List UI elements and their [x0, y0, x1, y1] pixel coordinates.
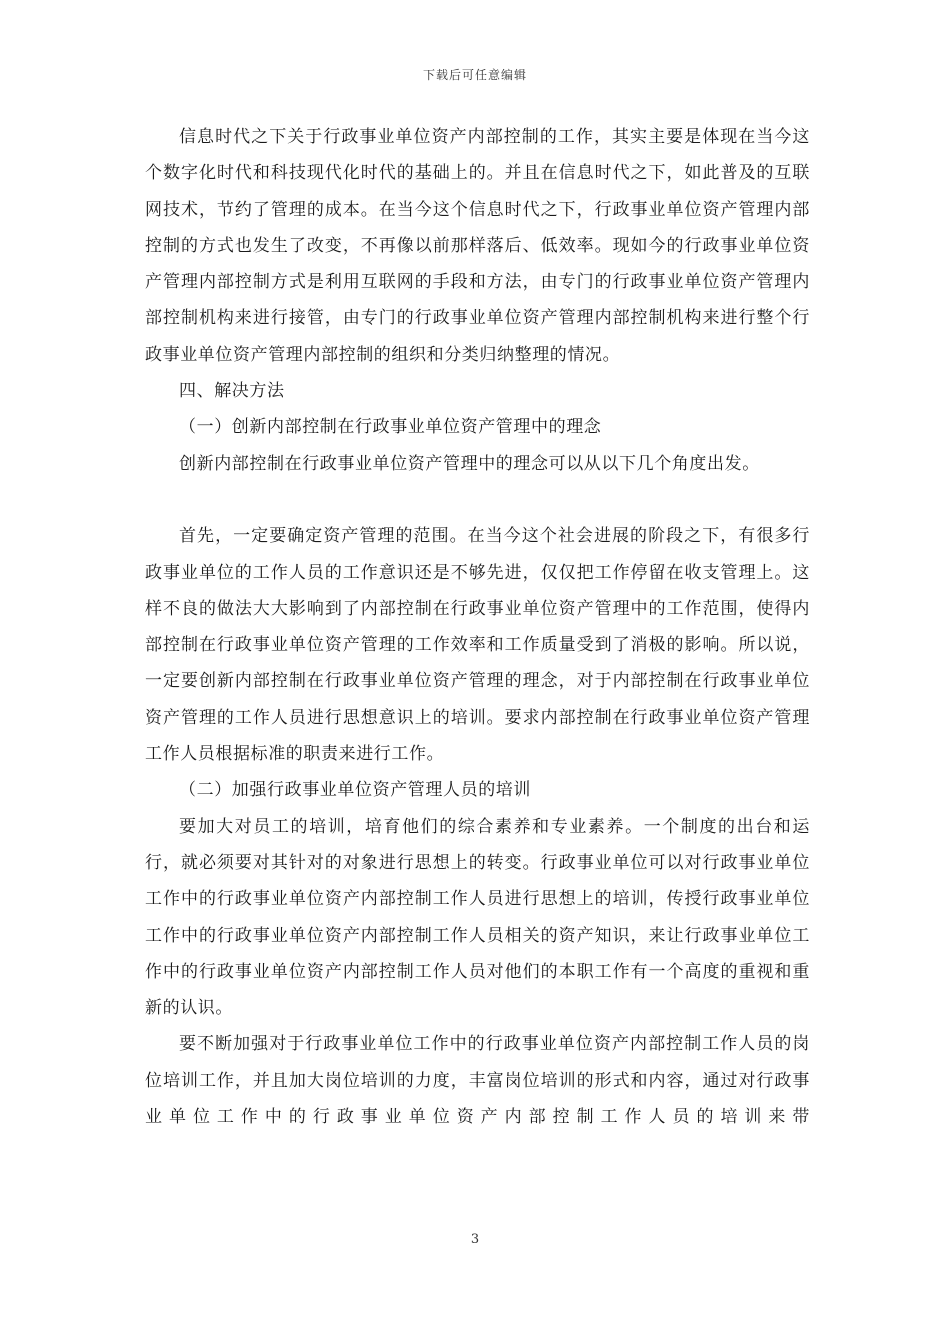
subsection-heading: （一）创新内部控制在行政事业单位资产管理中的理念 — [179, 417, 602, 438]
body-paragraph: 信息时代之下关于行政事业单位资产内部控制的工作，其实主要是体现在当今这个数字化时代和科技现代化时代的基础上的。并且在信息时代之下，如此普及的互联网技术，节约了管理的成本。在当今这个信息时代之下，行政事业单位资产管理内部控制的方式也发生了改变，不再像以前那样落后、低效率。现如今的行政事业单位资产管理内部控制方式是利用互联网的手段和方法，由专门的行政事业单位资产管理内部控制机构来进行接管，由专门的行政事业单位资产管理内部控制机构来进行整个行政事业单位资产管理内部控制的组织和分类归纳整理的情况。 — [145, 127, 810, 365]
body-paragraph: 创新内部控制在行政事业单位资产管理中的理念可以从以下几个角度出发。 — [179, 453, 760, 474]
body-paragraph: 要加大对员工的培训，培育他们的综合素养和专业素养。一个制度的出台和运行，就必须要对其针对的对象进行思想上的转变。行政事业单位可以对行政事业单位工作中的行政事业单位资产内部控制工作人员进行思想上的培训，传授行政事业单位工作中的行政事业单位资产内部控制工作人员相关的资产知识，来让行政事业单位工作中的行政事业单位资产内部控制工作人员对他们的本职工作有一个高度的重视和重新的认识。 — [145, 816, 810, 1019]
blank-line — [145, 482, 810, 518]
page-number: 3 — [470, 1232, 480, 1247]
section-heading: 四、解决方法 — [179, 381, 285, 402]
page-header: 下载后可任意编辑 — [422, 68, 527, 82]
subsection-heading: （二）加强行政事业单位资产管理人员的培训 — [179, 780, 531, 801]
document-body — [145, 119, 810, 1135]
body-paragraph: 首先，一定要确定资产管理的范围。在当今这个社会进展的阶段之下，有很多行政事业单位的工作人员的工作意识还是不够先进，仅仅把工作停留在收支管理上。这样不良的做法大大影响到了内部控制在行政事业单位资产管理中的工作范围，使得内部控制在行政事业单位资产管理的工作效率和工作质量受到了消极的影响。所以说，一定要创新内部控制在行政事业单位资产管理的理念，对于内部控制在行政事业单位资产管理的工作人员进行思想意识上的培训。要求内部控制在行政事业单位资产管理工作人员根据标准的职责来进行工作。 — [145, 526, 810, 765]
body-paragraph: 要不断加强对于行政事业单位工作中的行政事业单位资产内部控制工作人员的岗位培训工作，并且加大岗位培训的力度，丰富岗位培训的形式和内容，通过对行政事业单位工作中的行政事业单位资产内部控制工作人员的培训来带 — [145, 1034, 810, 1128]
